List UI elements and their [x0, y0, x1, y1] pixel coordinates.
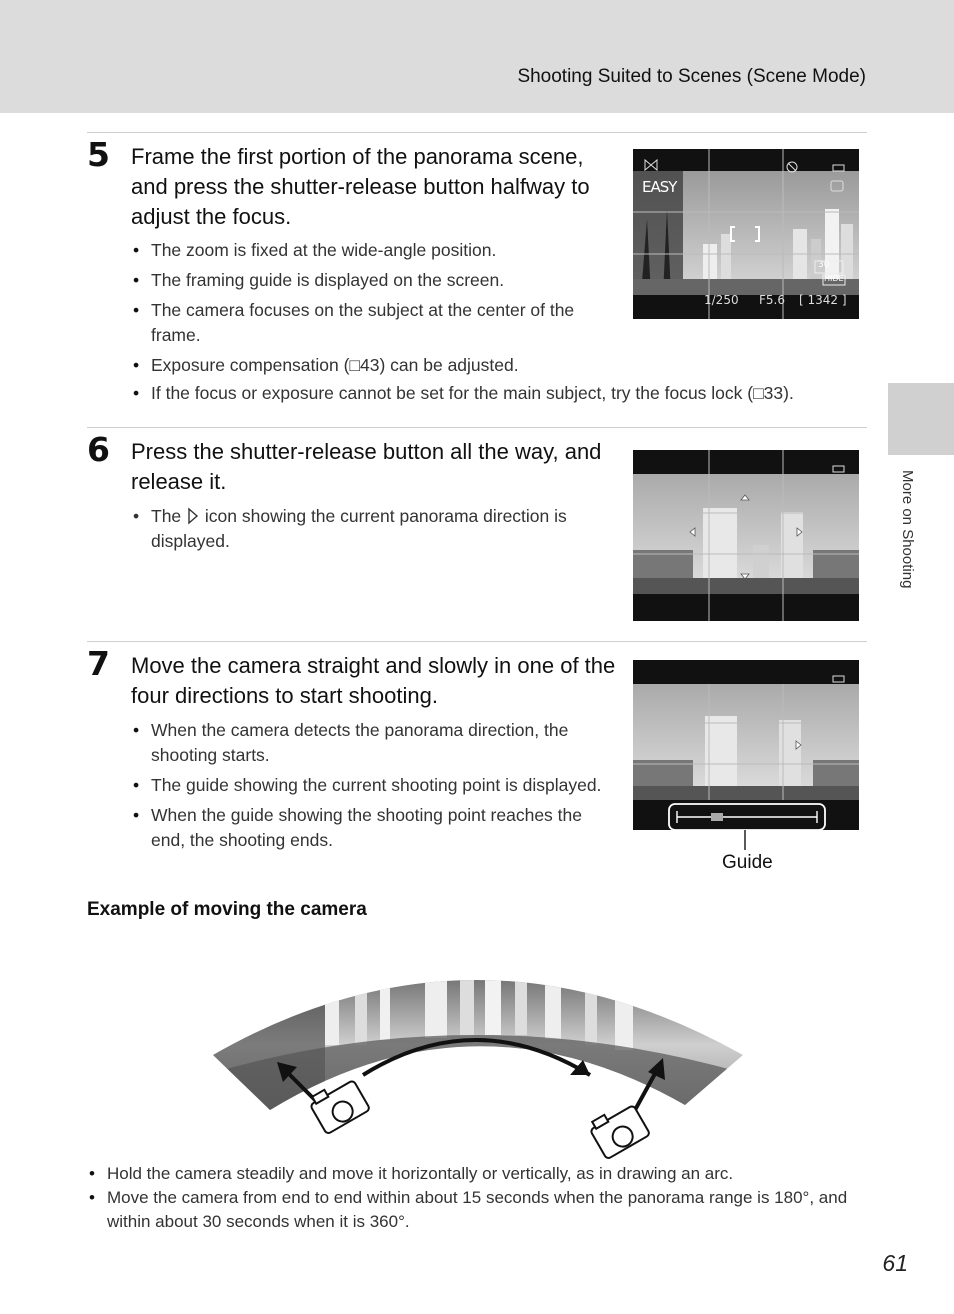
bullet-item: • The guide showing the current shooting point is displayed.: [131, 773, 611, 798]
panorama-arc-illustration: [205, 945, 750, 1165]
step-bullets: [131, 238, 611, 383]
step-divider: [87, 132, 867, 133]
camera-screen-shooting: [633, 660, 859, 830]
bullet-text-start: The: [151, 506, 182, 526]
camera-screen-direction: [633, 450, 859, 621]
bullet-text-end: icon showing the current panorama direction is displayed.: [151, 506, 567, 551]
header-band: [0, 0, 954, 113]
panorama-direction-icon: [186, 507, 200, 525]
shutter-speed: 1/250: [704, 293, 739, 307]
step-divider: [87, 641, 867, 642]
bullet-item: • When the camera detects the panorama direction, the shooting starts.: [131, 718, 611, 768]
bullet-item: • The zoom is fixed at the wide-angle position.: [131, 238, 611, 263]
bullet-dot: •: [133, 506, 140, 526]
bullet-item: • Exposure compensation (□43) can be adjusted.: [131, 353, 611, 378]
camera-screen-image: [633, 660, 859, 830]
step-divider: [87, 427, 867, 428]
step-bullets-wide: [131, 381, 871, 411]
step-title: Move the camera straight and slowly in one of the four directions to start shooting.: [131, 653, 616, 708]
shots-remaining: [ 1342 ]: [799, 293, 847, 307]
step-title: Press the shutter-release button all the way, and release it.: [131, 439, 602, 494]
aperture: F5.6: [759, 293, 785, 307]
example-bullets: [87, 1162, 872, 1234]
example-title: Example of moving the camera: [87, 899, 367, 920]
guide-label: Guide: [722, 852, 773, 873]
bullet-item: • When the guide showing the shooting point reaches the end, the shooting ends.: [131, 803, 611, 853]
bullet-item: • If the focus or exposure cannot be set for the main subject, try the focus lock (□33).: [131, 381, 871, 406]
easy-mode-label: EASY: [642, 178, 677, 196]
step-bullets: [131, 718, 611, 858]
header-title: Shooting Suited to Scenes (Scene Mode): [517, 66, 866, 87]
step-bullets: [131, 504, 611, 554]
num-label: 30: [818, 260, 830, 270]
camera-screen-framing: [633, 149, 859, 319]
step-title: Frame the first portion of the panorama scene, and press the shutter-release button halfway to adjust the focus.: [131, 144, 590, 229]
bullet-item: • The camera focuses on the subject at the center of the frame.: [131, 298, 611, 348]
bullet-item: [131, 504, 611, 554]
camera-icon-right: [587, 1100, 650, 1160]
bullet-item: • Hold the camera steadily and move it horizontally or vertically, as in drawing an arc.: [87, 1162, 872, 1186]
step-number: 7: [87, 644, 110, 683]
hide-label: HIDE: [824, 274, 844, 283]
guide-callout-line: [740, 830, 750, 852]
page-number: 61: [882, 1250, 908, 1276]
side-tab: [888, 383, 954, 455]
bullet-item: • The framing guide is displayed on the screen.: [131, 268, 611, 293]
side-tab-label: More on Shooting: [899, 470, 916, 589]
step-number: 6: [87, 430, 110, 469]
camera-screen-image: [633, 450, 859, 621]
bullet-item: • Move the camera from end to end within about 15 seconds when the panorama range is 180°, and within about 30 seconds when it is 360°.: [87, 1186, 872, 1234]
step-number: 5: [87, 135, 110, 174]
